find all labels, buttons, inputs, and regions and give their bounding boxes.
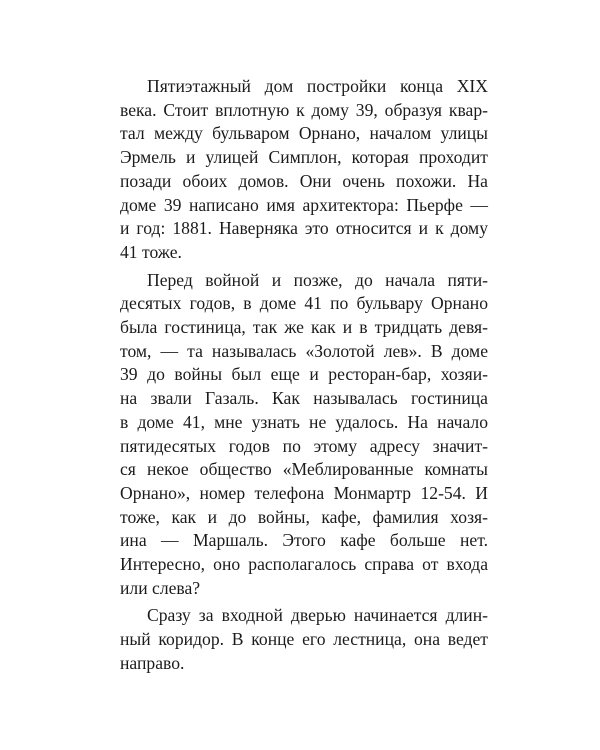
- text-line: доме 39 написано имя архитектора: Пьерфе —: [120, 194, 488, 215]
- text-line: Орнано», номер телефона Монмартр 12-54. И: [120, 482, 488, 503]
- text-line: на звали Газаль. Как называлась гостиница: [120, 388, 488, 409]
- text-line: ный коридор. В конце его лестница, она ведет: [120, 629, 488, 650]
- text-line: века. Стоит вплотную к дому 39, образуя квар-: [120, 99, 488, 120]
- text-line: пятидесятых годов по этому адресу значит-: [120, 435, 488, 456]
- paragraph-1: [120, 75, 488, 265]
- text-line: десятых годов, в доме 41 по бульвару Орнано: [120, 293, 488, 314]
- text-line: ина — Маршаль. Этого кафе больше нет.: [120, 530, 488, 551]
- text-line: Перед войной и позже, до начала пяти-: [147, 269, 488, 290]
- text-line: Интересно, оно располагалось справа от входа: [120, 554, 488, 575]
- text-line: Сразу за входной дверью начинается длин-: [147, 605, 488, 626]
- text-line: или слева?: [120, 577, 201, 598]
- text-line: в доме 41, мне узнать не удалось. На начало: [120, 411, 488, 432]
- text-line: Эрмель и улицей Симплон, которая проходит: [120, 147, 488, 168]
- text-line: направо.: [120, 652, 185, 673]
- text-line: 39 до войны был еще и ресторан-бар, хозяи-: [120, 364, 488, 385]
- text-line: 41 тоже.: [120, 241, 182, 262]
- text-line: ся некое общество «Меблированные комнаты: [120, 459, 488, 480]
- text-line: Пятиэтажный дом постройки конца XIX: [147, 76, 488, 96]
- body-text: [120, 75, 488, 676]
- text-line: позади обоих домов. Они очень похожи. На: [120, 170, 488, 191]
- paragraph-3: [120, 604, 488, 675]
- text-line: тоже, как и до войны, кафе, фамилия хозя-: [120, 506, 488, 527]
- text-line: была гостиница, так же как и в тридцать девя-: [120, 317, 488, 338]
- paragraph-2: [120, 269, 488, 601]
- text-line: и год: 1881. Наверняка это относится и к дому: [120, 218, 488, 239]
- text-line: том, — та называлась «Золотой лев». В доме: [120, 340, 488, 361]
- text-line: тал между бульваром Орнано, началом улицы: [120, 123, 488, 144]
